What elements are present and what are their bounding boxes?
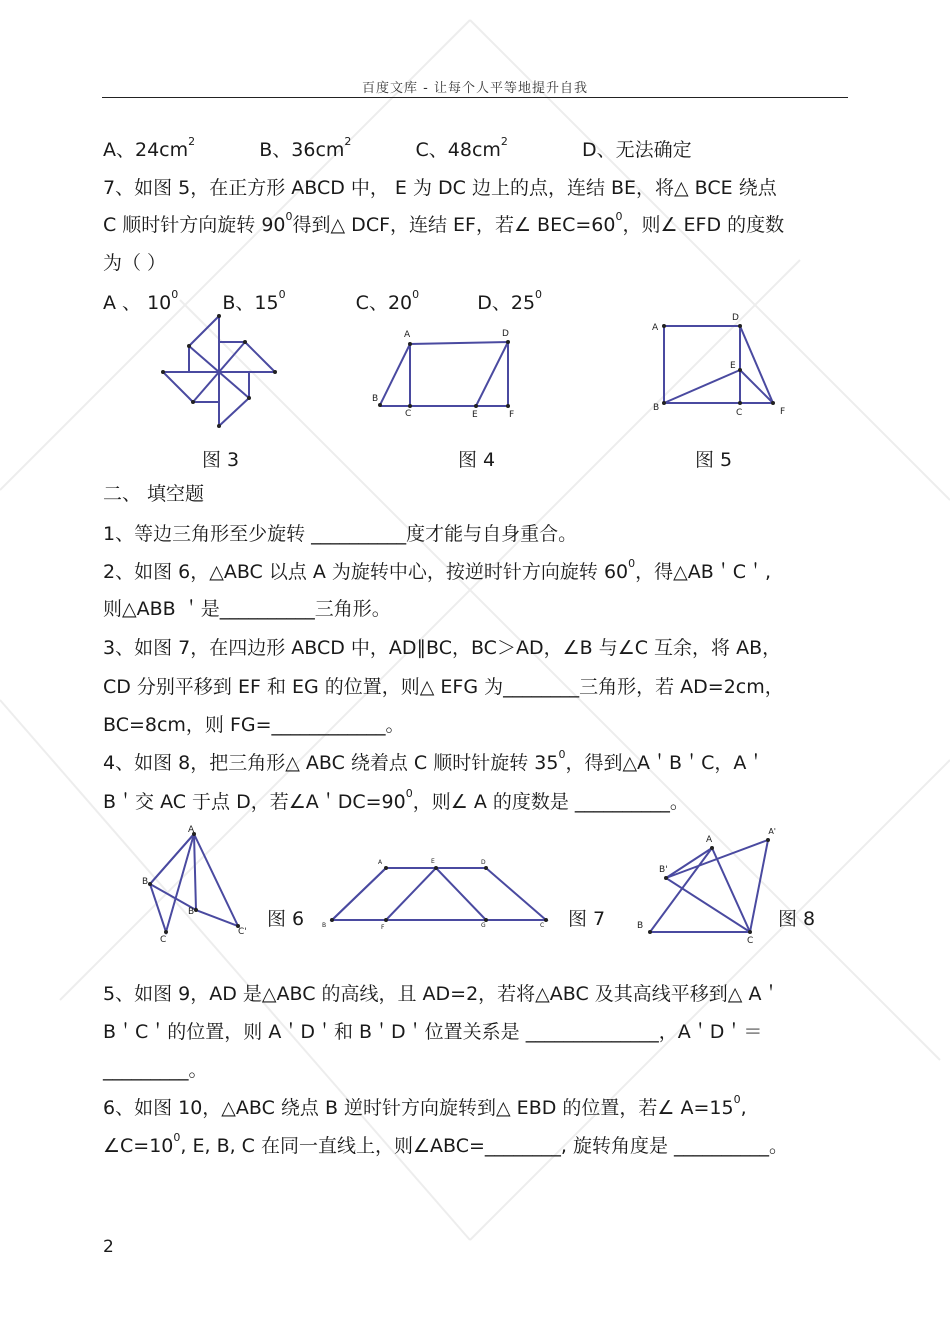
fill-q3-line3: BC=8cm，则 FG=____________。 <box>103 714 405 736</box>
fig5-label-e: E <box>730 361 736 371</box>
fig7-label-b: B <box>322 922 327 929</box>
figure-3-pinwheel <box>155 308 285 433</box>
figure-4-caption: 图 4 <box>458 449 496 471</box>
fig5-label-f: F <box>780 407 786 417</box>
fill-q1: 1、等边三角形至少旋转 __________度才能与自身重合。 <box>103 523 578 545</box>
fig5-label-a: A <box>652 323 659 333</box>
fill-q2-line1: 2、如图 6，△ABC 以点 A 为旋转中心，按逆时针方向旋转 $60^0$，得△AB＇C＇, <box>103 557 772 583</box>
fig7-label-d: D <box>481 859 486 866</box>
fig6-label-c: C <box>160 935 167 945</box>
option-a: A、$24cm^2$ <box>103 135 196 161</box>
option-d: D、无法确定 <box>582 139 692 161</box>
fig8-label-a: A <box>706 835 713 845</box>
q7-line3: 为（ ） <box>103 252 167 274</box>
figure-4-parallelogram <box>368 322 528 422</box>
fill-q6-line2: $\angle C=10^0$, E, B, C 在同一直线上，则∠ABC=________, 旋转角度是 __________。 <box>103 1131 789 1157</box>
figure-6-rotation <box>138 822 258 947</box>
fill-q4-line2: B＇交 AC 于点 D，若∠A＇$DC=90^0$，则∠ A 的度数是 __________。 <box>103 787 689 813</box>
fill-q3-line2: CD 分别平移到 EF 和 EG 的位置，则△ EFG 为________三角形，若 AD=2cm， <box>103 676 784 698</box>
fill-q6-line1: 6、如图 10，△ABC 绕点 B 逆时针方向旋转到△ EBD 的位置，若∠ $A=15^0$, <box>103 1093 747 1119</box>
figure-7-caption: 图 7 <box>568 908 606 930</box>
q7-option-c: C、$20^0$ <box>355 288 420 314</box>
page-number: 2 <box>103 1237 114 1257</box>
figure-5-caption: 图 5 <box>695 449 733 471</box>
header-rule <box>102 97 848 98</box>
fig7-label-e: E <box>431 858 435 865</box>
fig8-label-b-prime: B' <box>659 865 668 875</box>
q7-option-d: D、$25^0$ <box>477 288 543 314</box>
fig4-label-a: A <box>404 330 411 340</box>
fig5-label-d: D <box>732 313 739 323</box>
fill-q4-line1: 4、如图 8，把三角形△ ABC 绕着点 C 顺时针旋转 $35^0$，得到△A＇B＇C，A＇ <box>103 748 766 774</box>
figure-8-caption: 图 8 <box>778 908 816 930</box>
section-2-title: 二、 填空题 <box>103 483 205 505</box>
fill-q3-line1: 3、如图 7，在四边形 ABCD 中，AD∥BC，BC＞AD，∠B 与∠C 互余，将 AB， <box>103 637 782 659</box>
fig4-label-b: B <box>372 394 379 404</box>
fig6-label-c-prime: C' <box>238 927 247 937</box>
fig8-label-a-prime: A' <box>768 827 776 836</box>
q7-line2: C 顺时针方向旋转 $90^0$得到△ DCF，连结 EF，若∠ $BEC=60^0$，则∠ EFD 的度数 <box>103 210 785 236</box>
fig8-label-c: C <box>747 936 754 946</box>
option-b: B、$36cm^2$ <box>259 135 352 161</box>
fig6-label-b: B <box>142 877 149 887</box>
q7-option-a: A 、 $10^0$ <box>103 288 179 314</box>
fig8-label-b: B <box>637 921 644 931</box>
fig6-label-a: A <box>188 825 195 835</box>
fig5-label-c: C <box>736 408 743 418</box>
fig5-label-b: B <box>653 403 660 413</box>
q7-option-b: B、$15^0$ <box>222 288 286 314</box>
figure-6-caption: 图 6 <box>267 908 305 930</box>
option-c: C、$48cm^2$ <box>415 135 508 161</box>
fig4-label-d: D <box>502 329 509 339</box>
q7-line1: 7、如图 5，在正方形 ABCD 中， E 为 DC 边上的点，连结 BE，将△ BCE 绕点 <box>103 177 777 199</box>
fig6-label-b-prime: B' <box>188 907 197 917</box>
options-prev-question <box>103 135 692 162</box>
fill-q5-line1: 5、如图 9，AD 是△ABC 的高线，且 AD=2，若将△ABC 及其高线平移到△ A＇ <box>103 983 781 1005</box>
fig7-label-a: A <box>378 859 383 866</box>
figure-7-trapezoid <box>318 852 553 932</box>
figure-3-caption: 图 3 <box>202 449 240 471</box>
fill-q5-line3: _________。 <box>103 1059 208 1081</box>
fig7-label-c: C <box>540 922 545 929</box>
fig7-label-f: F <box>381 924 385 931</box>
fig4-label-e: E <box>472 410 478 420</box>
page-header-title: 百度文库 - 让每个人平等地提升自我 <box>362 81 588 96</box>
fill-q5-line2: B＇C＇的位置，则 A＇D＇和 B＇D＇位置关系是 ______________，A＇D＇＝ <box>103 1021 763 1043</box>
fig4-label-c: C <box>405 409 412 419</box>
figure-8-rotation <box>630 822 780 947</box>
fill-q2-line2: 则△ABB ＇是__________三角形。 <box>103 598 391 620</box>
figure-5-square <box>645 310 795 420</box>
fig7-label-g: G <box>481 922 486 929</box>
fig4-label-f: F <box>509 410 515 420</box>
